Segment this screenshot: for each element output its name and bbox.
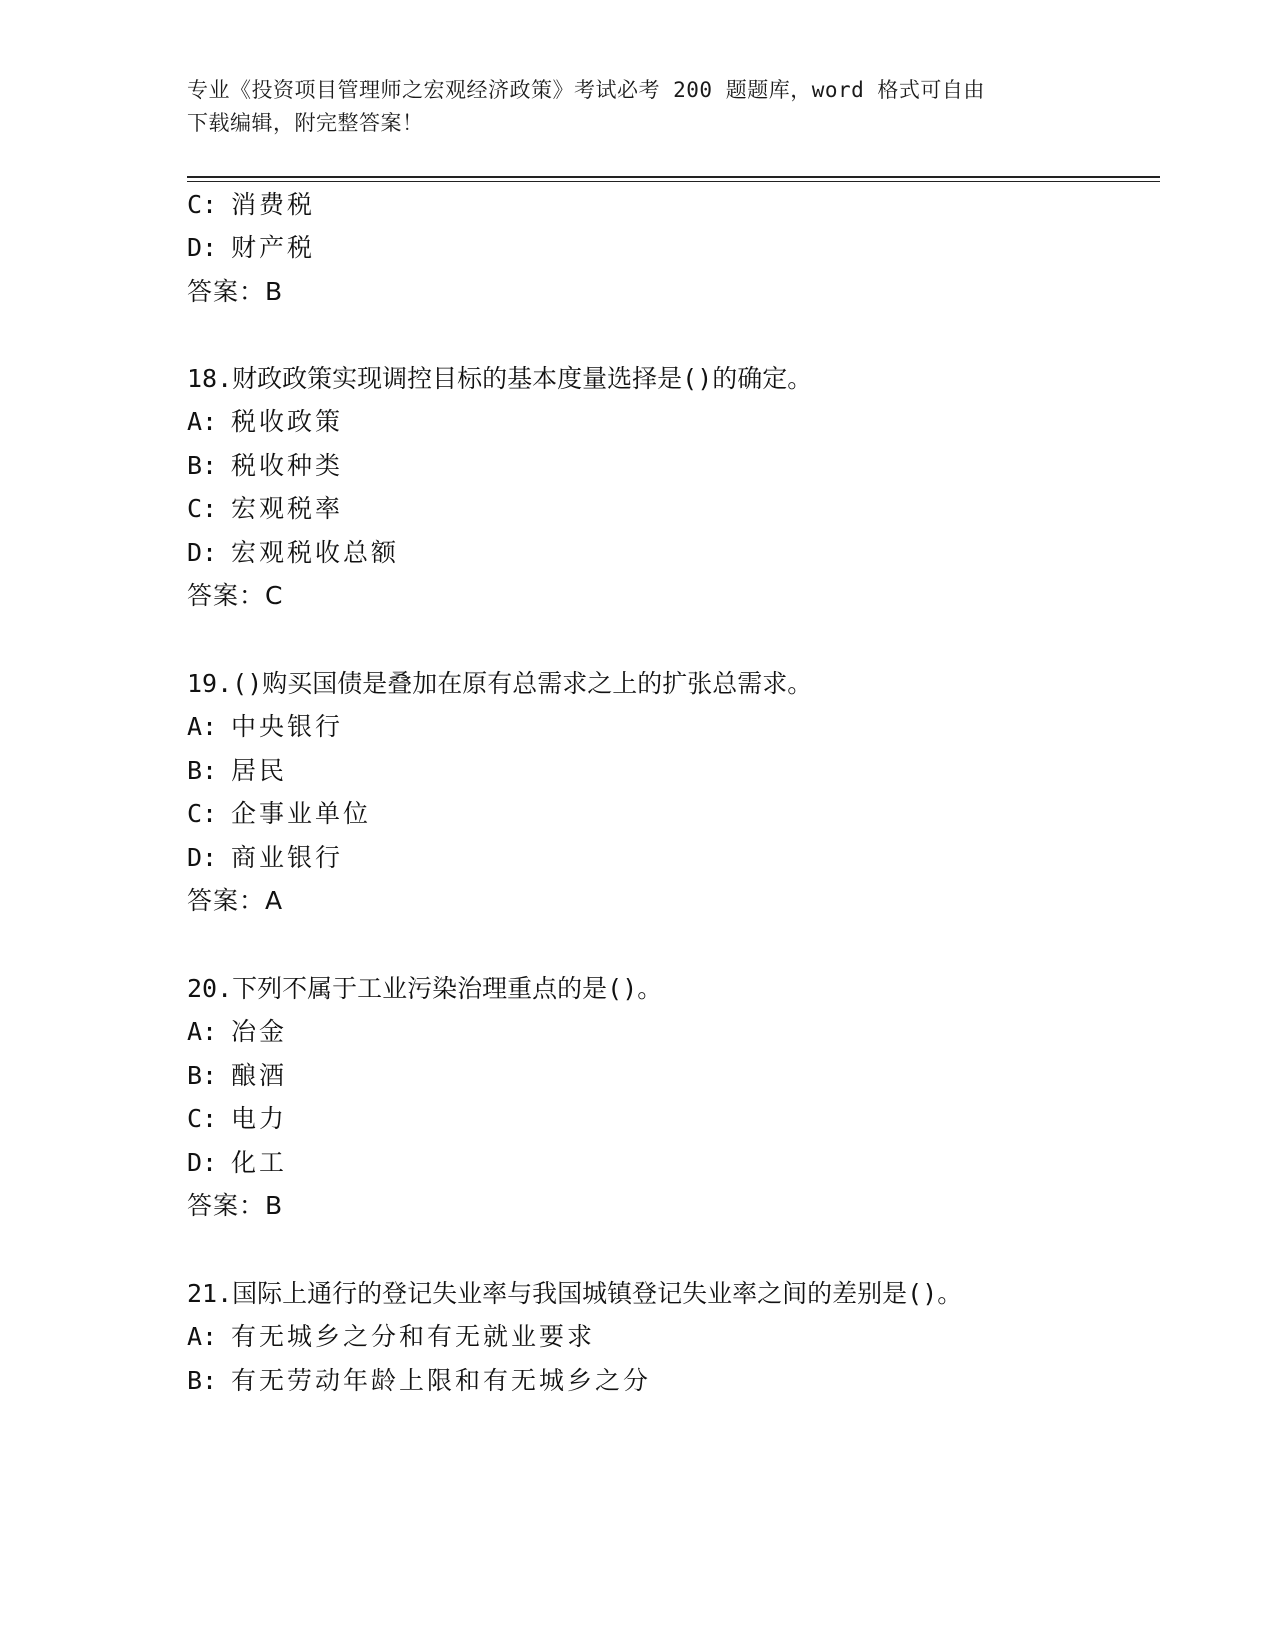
option-text: 商业银行 <box>231 843 344 872</box>
option-line <box>187 189 315 221</box>
option-text: 企事业单位 <box>231 799 372 828</box>
option-text: 税收政策 <box>231 407 344 436</box>
option-label: B: <box>187 1061 218 1090</box>
option-line <box>187 755 287 787</box>
option-text: 财产税 <box>231 233 316 262</box>
option-line <box>187 842 343 874</box>
option-line <box>187 1365 651 1397</box>
option-text: 消费税 <box>231 190 316 219</box>
option-text: 宏观税率 <box>231 494 344 523</box>
header-rule-thin <box>187 181 1160 182</box>
question-21: 21.国际上通行的登记失业率与我国城镇登记失业率之间的差别是()。 <box>187 1279 963 1308</box>
option-text: 有无城乡之分和有无就业要求 <box>231 1322 596 1351</box>
option-line <box>187 1103 287 1135</box>
option-label: B: <box>187 451 218 480</box>
option-label: A: <box>187 1017 218 1046</box>
option-text: 居民 <box>231 756 288 785</box>
header-line-2: 下载编辑，附完整答案！ <box>187 111 424 135</box>
option-line <box>187 798 371 830</box>
header-rule-thick <box>187 176 1160 178</box>
option-line <box>187 493 343 525</box>
document-header <box>187 74 1087 140</box>
option-line <box>187 232 315 264</box>
option-line <box>187 406 343 438</box>
option-label: D: <box>187 1148 218 1177</box>
answer-line: 答案：B <box>187 1191 284 1220</box>
option-text: 电力 <box>231 1104 288 1133</box>
option-label: C: <box>187 190 218 219</box>
option-text: 中央银行 <box>231 712 344 741</box>
answer-line: 答案：B <box>187 277 284 306</box>
question-18: 18.财政政策实现调控目标的基本度量选择是()的确定。 <box>187 364 813 393</box>
option-label: A: <box>187 407 218 436</box>
option-label: D: <box>187 538 218 567</box>
option-line <box>187 1147 287 1179</box>
option-label: C: <box>187 799 218 828</box>
option-label: B: <box>187 756 218 785</box>
option-label: D: <box>187 233 218 262</box>
option-label: A: <box>187 712 218 741</box>
option-line <box>187 1060 287 1092</box>
option-line <box>187 537 399 569</box>
option-label: A: <box>187 1322 218 1351</box>
option-text: 冶金 <box>231 1017 288 1046</box>
option-text: 有无劳动年龄上限和有无城乡之分 <box>231 1366 652 1395</box>
option-label: B: <box>187 1366 218 1395</box>
option-text: 宏观税收总额 <box>231 538 400 567</box>
option-line <box>187 1321 595 1353</box>
answer-line: 答案：C <box>187 581 284 610</box>
option-text: 税收种类 <box>231 451 344 480</box>
header-line-1: 专业《投资项目管理师之宏观经济政策》考试必考 200 题题库，word 格式可自由 <box>187 78 985 102</box>
option-text: 酿酒 <box>231 1061 288 1090</box>
option-text: 化工 <box>231 1148 288 1177</box>
option-label: C: <box>187 1104 218 1133</box>
option-line <box>187 1016 287 1048</box>
answer-line: 答案：A <box>187 886 284 915</box>
option-label: D: <box>187 843 218 872</box>
option-label: C: <box>187 494 218 523</box>
question-20: 20.下列不属于工业污染治理重点的是()。 <box>187 974 663 1003</box>
question-19: 19.()购买国债是叠加在原有总需求之上的扩张总需求。 <box>187 669 813 698</box>
option-line <box>187 711 343 743</box>
option-line <box>187 450 343 482</box>
